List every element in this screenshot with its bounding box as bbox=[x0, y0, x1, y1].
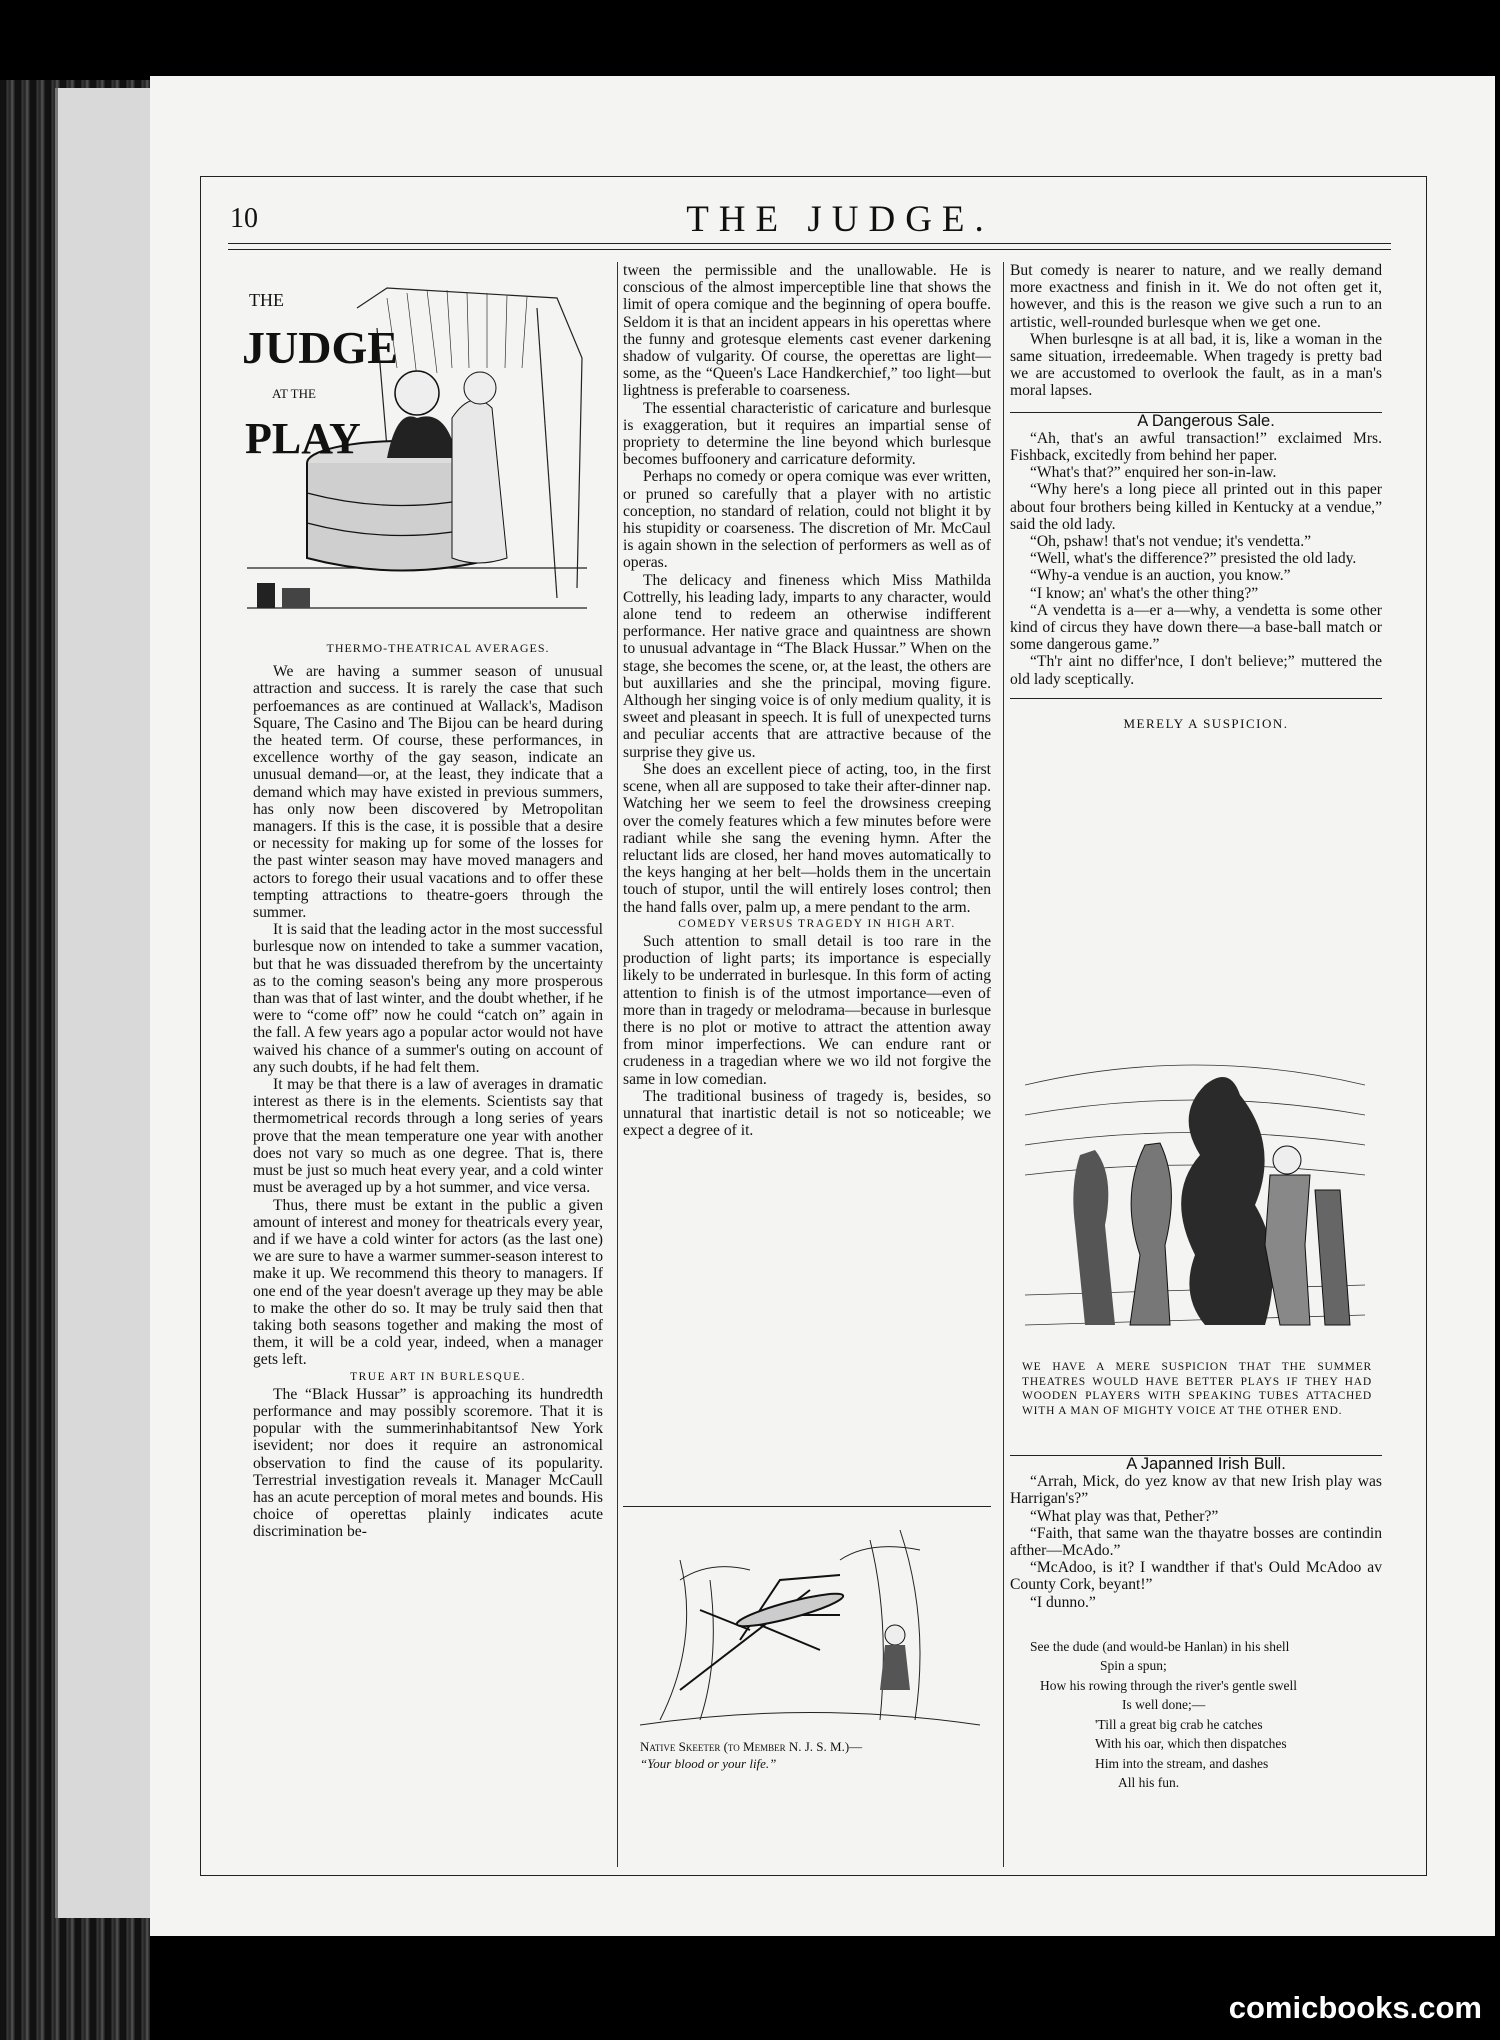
page-number: 10 bbox=[230, 203, 258, 234]
poem-line: With his oar, which then dispatches bbox=[1095, 1736, 1287, 1752]
masthead-title: THE JUDGE. bbox=[686, 199, 994, 240]
paragraph: We are having a summer season of unusual attraction and success. It is rarely the case that such perfoemances as are continued at Wallack's, Madison Square, The Casino and The Bijou can be heard during the heated term. Of course, these performances, in excellence worthy of the gay season, indicate an unusual demand—or, at the least, they indicate that a demand which may have existed in previous summers, has only now been discovered by Metropolitan managers. If this is the case, it is possible that a desire or necessity for making up for some of the losses for the past winter season may have moved managers and actors to forego their usual vacations and to offer these tempting attractions to theatre-goers through the summer. bbox=[253, 663, 603, 922]
paragraph: The delicacy and fineness which Miss Mathilda Cottrelly, his leading lady, imparts to any character, would alone tend to redeem an otherwise indifferent performance. Her native grace and quaintness are shown to unusual advantage in “The Black Hussar.” When on the stage, she becomes the scene, or, at the least, the others are but auxillaries and she the principal, moving figure. Although her singing voice is of only medium quality, it is sweet and pleasant in speech. It is full of unexpected turns and peculiar accents that are attractive because of the surprise they give us. bbox=[623, 571, 991, 761]
dialogue-line: “What play was that, Pether?” bbox=[1030, 1507, 1219, 1525]
poem-line: How his rowing through the river's gentle swell bbox=[1040, 1677, 1298, 1693]
poem-line: Him into the stream, and dashes bbox=[1095, 1755, 1269, 1771]
illus-title-at-the: AT THE bbox=[272, 386, 316, 401]
poem-line: Is well done;— bbox=[1122, 1697, 1206, 1713]
dialogue-line: “Ah, that's an awful transaction!” exclaimed Mrs. Fishback, excitedly from behind her paper. bbox=[1010, 429, 1382, 465]
merely-a-suspicion-illustration bbox=[1025, 1025, 1365, 1355]
column-3 bbox=[1010, 262, 1382, 740]
site-watermark: comicbooks.com bbox=[1228, 1990, 1482, 2025]
divider bbox=[623, 1506, 991, 1507]
paragraph: Thus, there must be extant in the public a given amount of interest and money for theatricals every year, and if we have a cold winter for actors (as the last one) we are sure to have a warmer summer-season interest to make it up. We recommend this theory to managers. If one end of the year doesn't average up they may be able to make the other do so. It may be truly said then that taking both seasons together and making the most of them, it will be a cold year, indeed, when a manager gets left. bbox=[253, 1196, 603, 1369]
paragraph: She does an excellent piece of acting, too, in the first scene, when all are supposed to take their after-dinner nap. Watching her we seem to feel the drowsiness creeping over the comely features which a few minutes before were radiant while she sang the evening hymn. After the reluctant lids are closed, her hand moves automatically to the keys hanging at her belt—holds them in the uncertain touch of stupor, until the will entirely loses control; then the hand falls over, palm up, a mere pendant to the arm. bbox=[623, 760, 991, 916]
paragraph: The essential characteristic of caricature and burlesque is exaggeration, but it requires an impartial sense of propriety to determine the line beyond which burlesque becomes buffoonery and carricature deformity. bbox=[623, 399, 991, 469]
paragraph: It is said that the leading actor in the most successful burlesque now on intended to take a summer vacation, but that he was dissuaded therefrom by the uncertainty as to the coming season's being any more prosperous than was that of last winter, and the doubt whether, if he were to “come off” now he could “catch on” again in the fall. A few years ago a popular actor would not have waived his chance of a summer's outing on account of any such doubts, if he had felt them. bbox=[253, 921, 603, 1076]
column-divider-2 bbox=[1003, 262, 1004, 1867]
dialogue-line: “Th'r aint no differ'nce, I don't believe;” muttered the old lady sceptically. bbox=[1010, 653, 1382, 688]
paragraph: The “Black Hussar” is approaching its hundredth performance and may possibly scoremore. That it is popular with the summerinhabitantsof New York isevident; nor does it require an astronomical observation to find the cause of its popularity. Terrestrial investigation reveals it. Manager McCaull has an acute perception of moral metes and bounds. His choice of operettas plainly indicates acute discrimination be- bbox=[253, 1385, 603, 1541]
paragraph: tween the permissible and the unallowable. He is conscious of the almost imperceptible line that shows the limit of opera comique and the beginning of opera bouffe. Seldom it is that an incident appears in his operettas where the funny and grotesque elements cast evener darkening shadow of vulgarity. Of course, the operettas are light—some, as the “Queen's Lace Handkerchief,” too light—but lightness is preferable to coarseness. bbox=[623, 262, 991, 400]
illus-title-the: THE bbox=[249, 290, 284, 310]
masthead-rule bbox=[228, 243, 1391, 244]
cartoon-caption: WE HAVE A MERE SUSPICION THAT THE SUMMER THEATRES WOULD HAVE BETTER PLAYS IF THEY HAD WOODEN PLAYERS WITH SPEAKING TUBES ATTACHED WITH A MAN OF MIGHTY VOICE AT THE OTHER END. bbox=[1022, 1361, 1372, 1417]
illus-title-play: PLAY bbox=[245, 414, 361, 463]
suspicion-caption-block bbox=[1022, 1360, 1372, 1418]
paragraph: Such attention to small detail is too rare in the production of light parts; its importance is especially likely to be underrated in burlesque. In this form of acting attention to finish is of the utmost importance—even of more than in tragedy or melodrama—because in burlesque there is no plot or motive to attract the attention away from minor imperfections. We can endure rant or crudeness in a tragedian where we wo ild not forgive the same in low comedian. bbox=[623, 932, 991, 1088]
poem-line: All his fun. bbox=[1118, 1775, 1180, 1791]
cartoon-title: MERELY A SUSPICION. bbox=[1123, 715, 1289, 731]
divider bbox=[1010, 698, 1382, 699]
dialogue-line: “What's that?” enquired her son-in-law. bbox=[1030, 464, 1277, 482]
section-heading: TRUE ART IN BURLESQUE. bbox=[350, 1370, 526, 1383]
dialogue-line: “McAdoo, is it? I wandther if that's Ould McAdoo av County Cork, beyant!” bbox=[1010, 1559, 1382, 1594]
skeeter-caption bbox=[640, 1738, 990, 1772]
dialogue-line: “Faith, that same wan the thayatre bosses are contindin afther—McAdo.” bbox=[1010, 1524, 1382, 1560]
paragraph: The traditional business of tragedy is, besides, so unnatural that inartistic detail is not so noticeable; we expect a degree of it. bbox=[623, 1087, 991, 1140]
native-skeeter-illustration bbox=[640, 1520, 980, 1730]
dialogue-line: “Well, what's the difference?” presisted the old lady. bbox=[1030, 550, 1357, 568]
dialogue-line: “I know; an' what's the other thing?” bbox=[1030, 584, 1259, 602]
column-2 bbox=[623, 262, 991, 1139]
dialogue-line: “A vendetta is a—er a—why, a vendetta is some other kind of circus they have down there—a base-ball match or some dangerous game.” bbox=[1010, 601, 1382, 654]
section-heading: COMEDY VERSUS TRAGEDY IN HIGH ART. bbox=[678, 917, 956, 930]
poem bbox=[1010, 1637, 1382, 1793]
illus-title-judge: JUDGE bbox=[242, 322, 398, 373]
dialogue-line: “Oh, pshaw! that's not vendue; it's vendetta.” bbox=[1030, 533, 1312, 551]
paragraph: Perhaps no comedy or opera comique was ever written, or pruned so carefully that a player with no artistic conception, no standard of relation, could not blight it by his stupidity or coarseness. The discretion of Mr. McCaul is again shown in the selection of performers as well as of operas. bbox=[623, 468, 991, 572]
column-divider-1 bbox=[617, 262, 618, 1867]
paragraph: When burlesqne is at all bad, it is, like a woman in the same situation, irredeemable. When tragedy is pretty bad we are accustomed to overlook the fault, as in a man's moral lapses. bbox=[1010, 330, 1382, 400]
poem-line: Spin a spun; bbox=[1100, 1658, 1167, 1674]
judge-at-the-play-illustration bbox=[237, 268, 597, 630]
illustration-caption: THERMO-THEATRICAL AVERAGES. bbox=[326, 641, 550, 655]
dialogue-line: “Why here's a long piece all printed out in this paper about four brothers being killed in Kentucky at a vendue,” said the old lady. bbox=[1010, 481, 1382, 533]
dialogue-line: “Arrah, Mick, do yez know av that new Irish play was Harrigan's?” bbox=[1010, 1473, 1382, 1508]
caption-quote: “Your blood or your life.” bbox=[640, 1756, 777, 1771]
column-1 bbox=[253, 640, 603, 1541]
dialogue-line: “Why-a vendue is an auction, you know.” bbox=[1030, 567, 1291, 585]
dialogue-line: “I dunno.” bbox=[1030, 1593, 1096, 1611]
poem-line: See the dude (and would-be Hanlan) in his shell bbox=[1030, 1638, 1290, 1654]
paragraph: It may be that there is a law of averages in dramatic interest as there is in the elements. Scientists say that thermometrical records through a long series of years prove that the mean temperature one year with another does not vary so much as one degree. That is, there must be just so much heat every year, and a cold winter must be averaged up by a hot summer, and vice versa. bbox=[253, 1076, 603, 1197]
article-heading: A Japanned Irish Bull. bbox=[1126, 1455, 1286, 1473]
article-heading: A Dangerous Sale. bbox=[1137, 411, 1275, 430]
masthead-rule-thin bbox=[228, 249, 1391, 250]
column-3-lower bbox=[1010, 1455, 1382, 1793]
paragraph: But comedy is nearer to nature, and we really demand more exactness and finish in it. We do not often get it, however, and this is the reason we give such a run to an artistic, well-rounded burlesque when we get one. bbox=[1010, 262, 1382, 331]
caption-text: Native Skeeter (to Member N. J. S. M.)— bbox=[640, 1739, 863, 1754]
poem-line: 'Till a great big crab he catches bbox=[1095, 1716, 1263, 1732]
